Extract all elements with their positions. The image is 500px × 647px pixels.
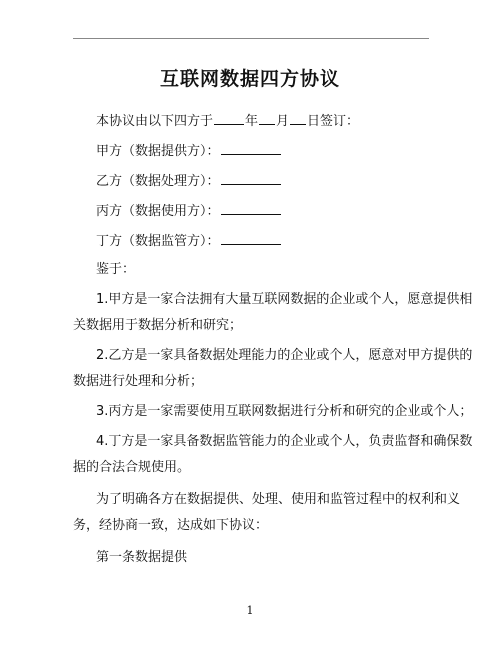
party-c-blank: [221, 202, 281, 215]
clause-4-line-2: 据的合法合规使用。: [73, 460, 191, 475]
party-b-label: 乙方（数据处理方）：: [96, 174, 220, 189]
party-line-d: [96, 232, 282, 250]
document-title: 互联网数据四方协议: [159, 68, 340, 90]
clause-1-line-1: 1.甲方是一家合法拥有大量互联网数据的企业或个人，愿意提供相: [96, 292, 473, 307]
day-blank: [290, 112, 306, 125]
clause-3-line-1: 3.丙方是一家需要使用互联网数据进行分析和研究的企业或个人；: [96, 404, 473, 419]
party-d-label: 丁方（数据监管方）：: [96, 234, 220, 249]
whereas-heading: 鉴于：: [96, 262, 136, 277]
intro-line: [96, 112, 359, 130]
party-b-blank: [221, 172, 281, 185]
party-a-blank: [221, 142, 281, 155]
party-line-c: [96, 202, 282, 220]
clause-2-line-1: 2.乙方是一家具备数据处理能力的企业或个人，愿意对甲方提供的: [96, 348, 473, 363]
clause-2-line-2: 数据进行处理和分析；: [73, 374, 204, 389]
year-label: 年: [245, 114, 259, 129]
party-line-b: [96, 172, 282, 190]
intro-prefix: 本协议由以下四方于: [96, 114, 214, 129]
party-a-label: 甲方（数据提供方）：: [96, 144, 220, 159]
page-number: 1: [246, 604, 254, 617]
intro-suffix: 日签订：: [307, 114, 360, 129]
month-blank: [259, 112, 275, 125]
purpose-line-2: 务，经协商一致，达成如下协议：: [73, 518, 269, 533]
party-c-label: 丙方（数据使用方）：: [96, 204, 220, 219]
month-label: 月: [276, 114, 290, 129]
party-line-a: [96, 142, 282, 160]
year-blank: [214, 112, 244, 125]
party-d-blank: [221, 232, 281, 245]
clause-4-line-1: 4.丁方是一家具备数据监管能力的企业或个人，负责监督和确保数: [96, 434, 473, 449]
article-1-heading: 第一条数据提供: [96, 550, 188, 565]
header-rule: [73, 38, 429, 39]
clause-1-line-2: 关数据用于数据分析和研究；: [73, 318, 243, 333]
purpose-line-1: 为了明确各方在数据提供、处理、使用和监管过程中的权利和义: [96, 492, 461, 507]
